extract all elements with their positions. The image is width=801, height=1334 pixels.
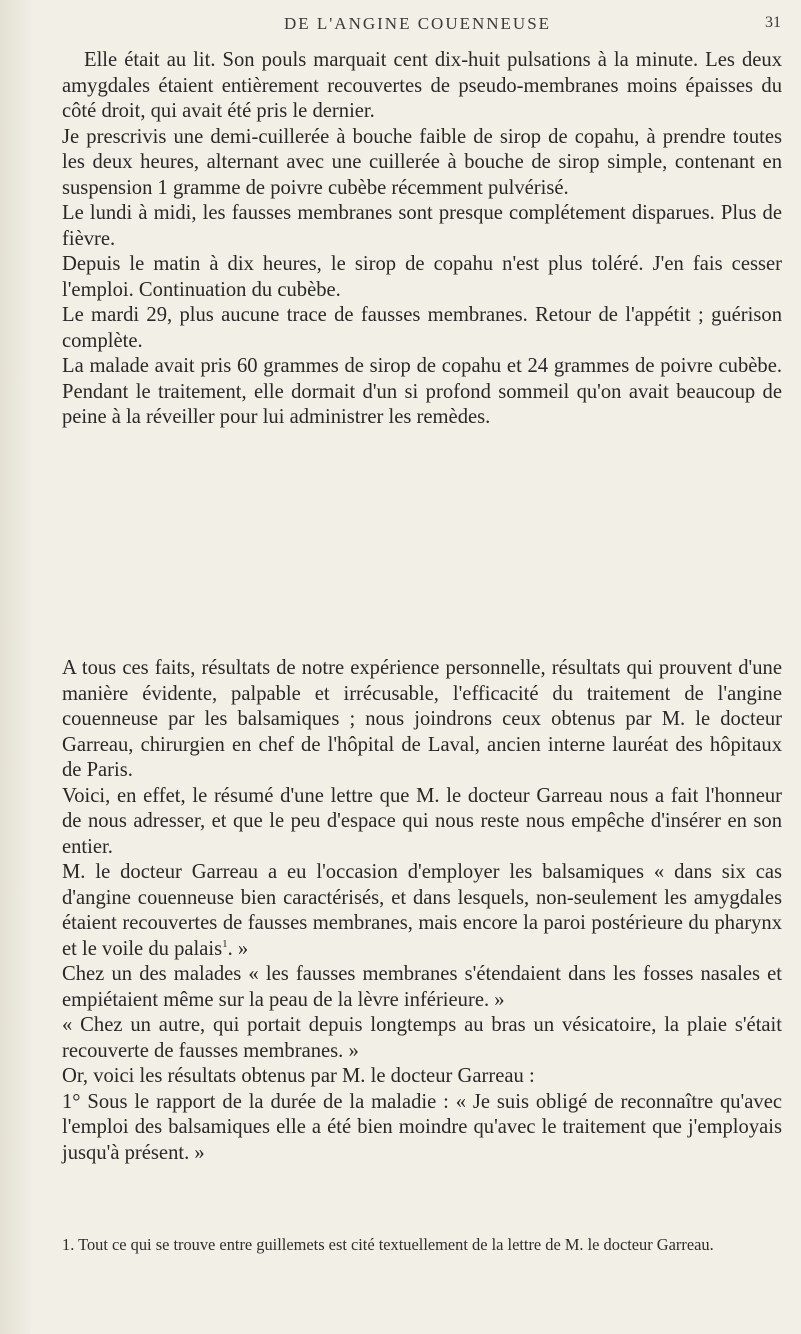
paragraph-text: M. le docteur Garreau a eu l'occasion d'employer les balsamiques « dans six cas d'angine couenneuse bien caractérisés, et dans lesquels, non-seulement les amygdales étaient recouvertes de fausses membranes, mais encore la paroi postérieure du pharynx et le voile du palais [62, 861, 782, 960]
paragraph: Or, voici les résultats obtenus par M. le docteur Garreau : [62, 1065, 535, 1087]
footnote-text: Tout ce qui se trouve entre guillemets est cité textuellement de la lettre de M. le docteur Garreau. [78, 1235, 714, 1254]
paragraph: Voici, en effet, le résumé d'une lettre que M. le docteur Garreau nous a fait l'honneur de nous adresser, et que le peu d'espace qui nous reste nous empêche d'insérer en son entier. [62, 784, 782, 858]
paragraph: La malade avait pris 60 grammes de sirop de copahu et 24 grammes de poivre cubèbe. Pendant le traitement, elle dormait d'un si profond sommeil qu'on avait beaucoup de peine à la réveiller pour lui administrer les remèdes. [62, 355, 782, 428]
paragraph: A tous ces faits, résultats de notre expérience personnelle, résultats qui prouvent d'une manière évidente, palpable et irrécusable, l'efficacité du traitement de l'angine couenneuse par les balsamiques ; nous joindrons ceux obtenus par M. le docteur Garreau, chirurgien en chef de l'hôpital de Laval, ancien interne lauréat des hôpitaux de Paris. [62, 657, 782, 781]
paragraph: Depuis le matin à dix heures, le sirop de copahu n'est plus toléré. J'en fais cesser l'emploi. Continuation du cubèbe. [62, 253, 782, 301]
footnote-marker: 1 [222, 937, 228, 950]
paragraph-with-footnote [62, 860, 782, 962]
paragraph: Le mardi 29, plus aucune trace de fausses membranes. Retour de l'appétit ; guérison complète. [62, 304, 782, 352]
text-block-top [62, 48, 782, 431]
paragraph: Elle était au lit. Son pouls marquait cent dix-huit pulsations à la minute. Les deux amygdales étaient entièrement recouvertes de pseudo-membranes moins épaisses du côté droit, qui avait été pris le dernier. [62, 49, 782, 122]
running-head: DE L'ANGINE COUENNEUSE [283, 14, 552, 33]
paragraph: 1° Sous le rapport de la durée de la maladie : « Je suis obligé de reconnaître qu'avec l'emploi des balsamiques elle a été bien moindre qu'avec le traitement que j'employais jusqu'à présent. » [62, 1090, 782, 1164]
page-binding-shadow [0, 0, 34, 1334]
footnote-number: 1. [62, 1235, 75, 1254]
page-header [52, 14, 783, 38]
paragraph: Je prescrivis une demi-cuillerée à bouche faible de sirop de copahu, à prendre toutes les deux heures, alternant avec une cuillerée à bouche de sirop simple, contenant en suspension 1 gramme de poivre cubèbe récemment pulvérisé. [62, 125, 782, 199]
page-number: 31 [765, 14, 781, 31]
paragraph: « Chez un autre, qui portait depuis longtemps au bras un vésicatoire, la plaie s'était recouverte de fausses membranes. » [62, 1014, 782, 1062]
paragraph: Le lundi à midi, les fausses membranes sont presque complétement disparues. Plus de fièvre. [62, 202, 782, 250]
paragraph: Chez un des malades « les fausses membranes s'étendaient dans les fosses nasales et empiétaient même sur la peau de la lèvre inférieure. » [62, 963, 782, 1011]
footnote-marker-close: . » [227, 937, 249, 960]
footnote [62, 1234, 782, 1255]
text-block-bottom [62, 656, 782, 1166]
